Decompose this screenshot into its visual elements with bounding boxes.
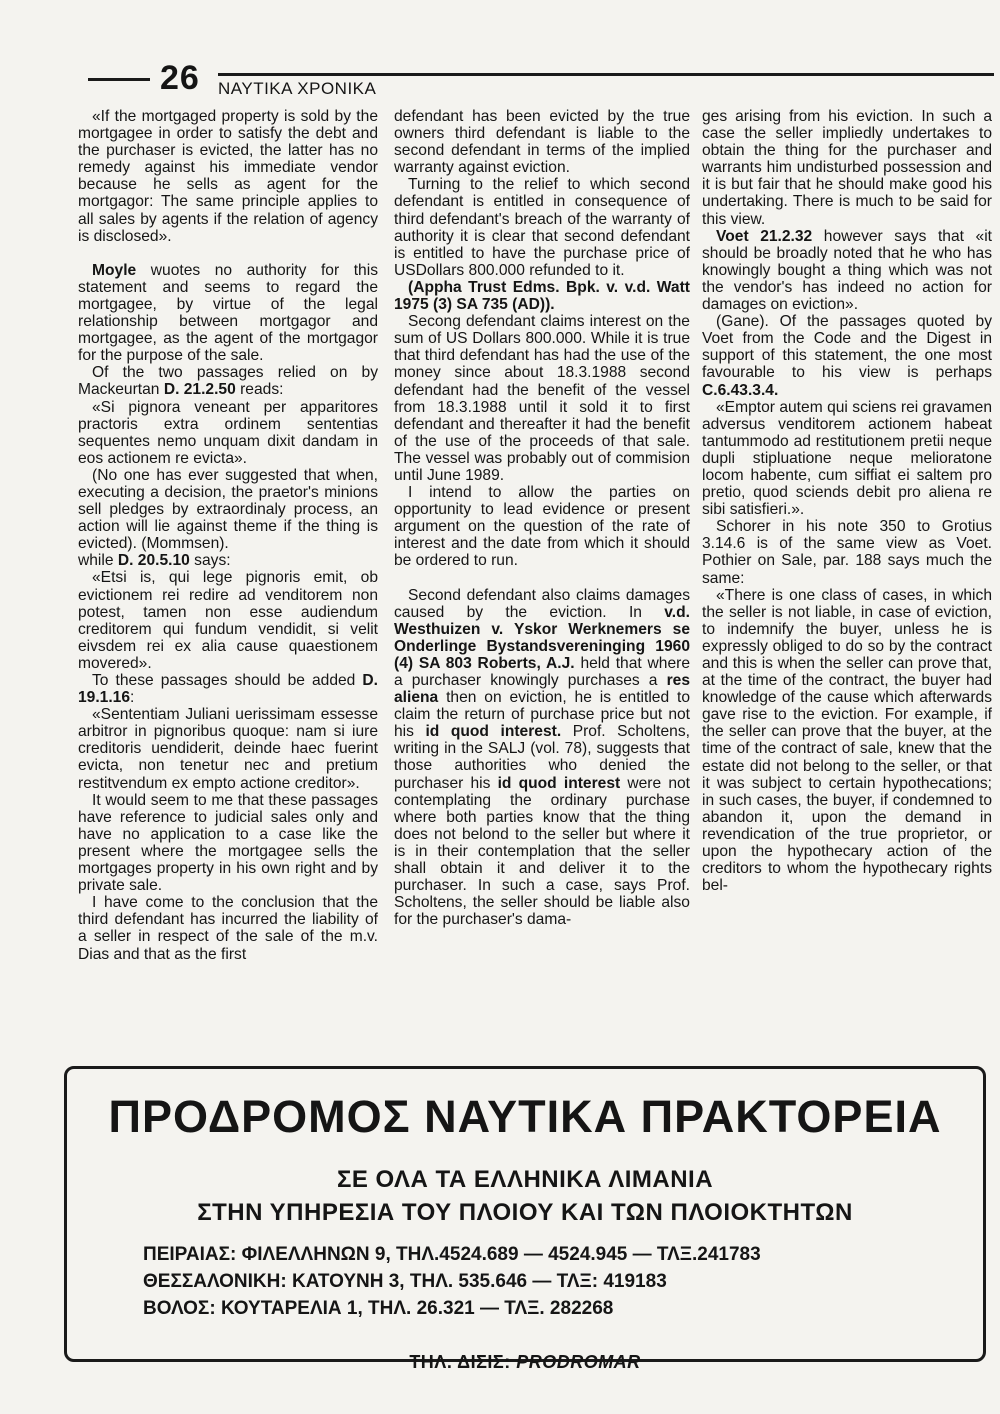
paragraph: It would seem to me that these passages have reference to judicial sales only and have no application to a case like the present where the mortgagee sells the mortgages property in his own right and by private sale. (78, 791, 378, 895)
bold-text: Moyle (92, 261, 137, 279)
text: then on eviction, he is entitled to claim the return of purchase price but not his (394, 689, 690, 741)
advertisement-box (64, 1066, 986, 1372)
ad-telegram-value: PRODROMAR (516, 1352, 641, 1372)
ad-telegram (67, 1352, 983, 1373)
citation: C.6.43.3.4. (702, 381, 779, 399)
paragraph: Secong defendant claims interest on the sum of US Dollars 800.000. While it is true that third defendant has had the use of the money since about 18.3.1988 second defendant had the benefit of the vessel from 18.3.1988 until it sold it to first defendant and thereafter it had the benefit of the use of the proceeds of that sale. The vessel was probably out of commision until June 1989. (394, 313, 690, 484)
text: wuotes no authority for this statement and seems to regard the mortgagee, by virtue of the legal relationship between mortgagor and mortgagee, as the agent of the mortgagor for the purpose of the sale. (78, 261, 378, 365)
citation: v.d. Westhuizen v. Yskor Werknemers se Onderlinge Bystandsvereninging 1960 (4) SA 803 Roberts, A.J. (394, 603, 690, 672)
text: while (78, 552, 118, 570)
header-rule-left (88, 78, 150, 81)
ad-title: ΠΡΟΔΡΟΜΟΣ ΝΑΥΤΙΚΑ ΠΡΑΚΤΟΡΕΙΑ (108, 1091, 942, 1142)
citation: D. 19.1.16 (78, 672, 378, 707)
text: To these passages should be added (92, 672, 363, 689)
bold-text: id quod interest (497, 774, 621, 792)
paragraph: «Sententiam Juliani uerissimam essesse arbitror in pignoribus quoque: nam si iure creditoris uendiderit, deinde haec fuerint evicta, non tenetur nec and pretium restitvendum ex empto actione creditor». (78, 706, 378, 792)
paragraph: «There is one class of cases, in which the seller is not liable, in case of eviction, to indemnify the buyer, unless he is expressly obliged to do so by the contract and this is when the seller can prove that, at the time of the contract, the buyer had knowledge of the cause which afterwards gave rise to the eviction. For example, if the seller can prove that the buyer, at the time of the contract of sale, knew that the estate did not belong to the seller, or that it was subject to certain hypothecations; in such cases, the buyer, if condemned to abandon it, upon the demand in revendication of the true proprietor, or upon the hypothecary action of the creditors to whom the hypothecary rights bel- (702, 586, 992, 895)
paragraph: ges arising from his eviction. In such a case the seller impliedly undertakes to obtain the thing for the purchaser and warrants him undisturbed possession and it is but fair that he should make good his undertaking. There is much to be said for this view. (702, 108, 992, 228)
ad-address-list (143, 1241, 983, 1322)
paragraph: I have come to the conclusion that the third defendant has incurred the liability of a seller in respect of the sale of the m.v. Dias and that as the first (78, 894, 378, 963)
header-rule-right (218, 73, 994, 76)
citation: Voet 21.2.32 (716, 227, 813, 245)
text: reads: (235, 381, 284, 399)
paragraph (702, 228, 992, 313)
ad-subtitle: ΣΕ ΟΛΑ ΤΑ ΕΛΛΗΝΙΚΑ ΛΙΜΑΝΙΑ (336, 1166, 714, 1193)
paragraph: defendant has been evicted by the true owners third defendant is liable to the second defendant in terms of the implied warranty against eviction. (394, 108, 690, 177)
text: Of the two passages relied on by Mackeurtan (78, 364, 378, 399)
paragraph: «Si pignora veneant per apparitores practoris extra ordinem sententias sequentes nemo unquam dixit dandam in eos actionem re evicta». (78, 398, 378, 467)
paragraph (702, 313, 992, 398)
paragraph (78, 552, 378, 569)
bold-text: id quod interest. (425, 723, 562, 741)
paragraph (78, 672, 378, 706)
ad-address-piraeus: ΠΕΙΡΑΙΑΣ: ΦΙΛΕΛΛΗΝΩΝ 9, ΤΗΛ.4524.689 — 4524.945 — ΤΛΞ.241783 (143, 1244, 761, 1265)
text: held that where a purchaser knowingly purchases a (394, 654, 690, 689)
paragraph: «Emptor autem qui sciens rei gravamen adversus venditorem actionem habeat tantummodo ad restitutionem pretii neque dupli stipluatione neque melioratone locom habente, cum siffiat ei saltem pro pretio, quod sciends debit pro aliena re sibi satisfieri.». (702, 398, 992, 519)
paragraph (394, 587, 690, 929)
ad-address-volos: ΒΟΛΟΣ: ΚΟΥΤΑΡΕΛΙΑ 1, ΤΗΛ. 26.321 — ΤΛΞ. 282268 (143, 1298, 614, 1319)
text: : (130, 689, 135, 707)
paragraph (78, 364, 378, 398)
paragraph (394, 279, 690, 313)
paragraph: «Etsi is, qui lege pignoris emit, ob evictionem rei redire ad venditorem non potest, tamen non esse audiendum creditorem qui fundum vendidit, si velit eivsdem rei ex alia cause quaestionem movered». (78, 569, 378, 672)
ad-telegram-label: ΤΗΛ. ΔΙΣΙΣ: (409, 1352, 517, 1372)
text: however says that «it should be broadly noted that he who has knowingly bought a thing which was not the vendor's has indeed no action for damages on eviction». (702, 227, 992, 314)
paragraph (78, 262, 378, 365)
ad-address-thessaloniki: ΘΕΣΣΑΛΟΝΙΚΗ: ΚΑΤΟΥΝΗ 3, ΤΗΛ. 535.646 — ΤΛΞ: 419183 (143, 1271, 667, 1292)
page-number: 26 (160, 59, 200, 97)
text: (Gane). Of the passages quoted by Voet from the Code and the Digest in support of this statement, the one most favourable to his view is perhaps (702, 313, 992, 382)
paragraph: Schorer in his note 350 to Grotius 3.14.6 is of the same view as Voet. Pothier on Sale, par. 188 says much the same: (702, 518, 992, 587)
text: Prof. Scholtens, writing in the SALJ (vol. 78), suggests that those authorities who denied the purchaser his (394, 723, 690, 792)
page-header (0, 55, 1000, 105)
ad-subtitle: ΣΤΗΝ ΥΠΗΡΕΣΙΑ ΤΟΥ ΠΛΟΙΟΥ ΚΑΙ ΤΩΝ ΠΛΟΙΟΚΤΗΤΩΝ (197, 1199, 853, 1226)
paragraph: Turning to the relief to which second defendant is entitled in consequence of third defendant's breach of the warranty of authority it is clear that second defendant is entitled to have the purchase price of USDollars 800.000 refunded to it. (394, 176, 690, 279)
publication-title: ΝΑΥΤΙΚΑ ΧΡΟΝΙΚΑ (218, 79, 377, 98)
citation: D. 20.5.10 (117, 552, 190, 570)
text: says: (189, 552, 231, 570)
citation: D. 21.2.50 (163, 381, 236, 399)
bold-text: res aliena (394, 672, 690, 707)
paragraph: «If the mortgaged property is sold by the mortgagee in order to satisfy the debt and the purchaser is evicted, the latter has no remedy against his immediate vendor because he sells as agent for the mortgagor: The same principle applies to all sales by agents if the relation of agency is disclosed». (78, 108, 378, 245)
paragraph: (No one has ever suggested that when, executing a decision, the praetor's minions sell pledges by extraordinaly process, an action will lie against theme if the thing is evicted). (Mommsen). (78, 466, 378, 553)
text: Second defendant also claims damages caused by the eviction. In (394, 586, 690, 621)
text-column-3 (702, 108, 992, 1063)
text: were not contemplating the ordinary purchase where both parties know that the thing does not belond to the seller but where it is in their contemplation that the seller shall obtain it and deliver it to the purchaser. In such a case, says Prof. Scholtens, the seller should be liable also for the purchaser's dama- (394, 774, 690, 929)
citation: (Appha Trust Edms. Bpk. v. v.d. Watt 1975 (3) SA 735 (AD)). (394, 278, 690, 314)
text-column-2 (394, 108, 690, 1063)
paragraph: I intend to allow the parties on opportunity to lead evidence or present argument on the question of the rate of interest and the date from which it should be ordered to run. (394, 484, 690, 570)
text-column-1 (78, 108, 378, 1063)
